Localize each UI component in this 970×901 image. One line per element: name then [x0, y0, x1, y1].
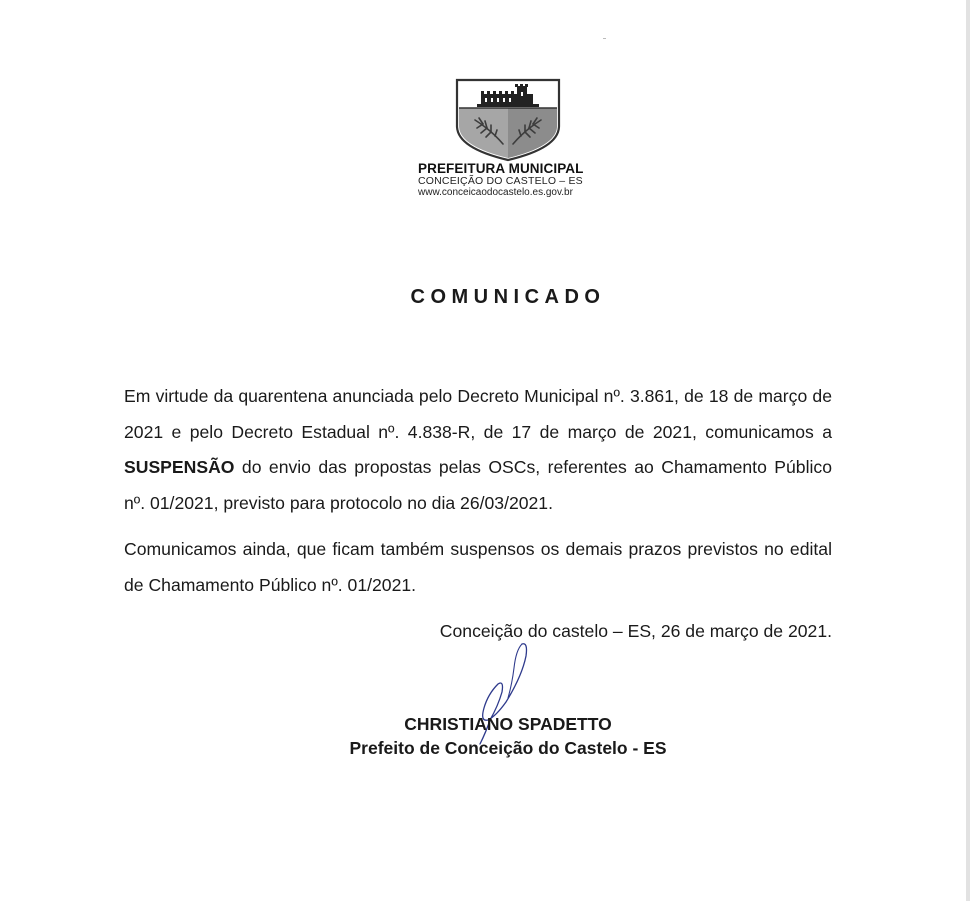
paragraph-1-text: Em virtude da quarentena anunciada pelo Decreto Municipal nº. 3.861, de 18 de março de 2021 e pelo Decreto Estadual nº. 4.838-R, de 17 de março de 2021, comunicamos a — [124, 386, 832, 442]
org-url: www.conceicaodocastelo.es.gov.br — [418, 187, 573, 198]
letterhead — [418, 78, 598, 198]
date-line: Conceição do castelo – ES, 26 de março de 2021. — [439, 621, 832, 641]
org-city: CONCEIÇÃO DO CASTELO – ES — [418, 175, 583, 187]
paragraph-1-emphasis: SUSPENSÃO — [124, 457, 235, 477]
page-edge — [966, 0, 970, 901]
paragraph-2: Comunicamos ainda, que ficam também suspensos os demais prazos previstos no edital de Chamamento Público nº. 01/2021. — [124, 539, 832, 595]
document-title: COMUNICADO — [410, 286, 606, 308]
signer-name: CHRISTIANO SPADETTO — [404, 714, 612, 734]
org-name: PREFEITURA MUNICIPAL — [418, 161, 584, 176]
paragraph-1-text-end: do envio das propostas pelas OSCs, referentes ao Chamamento Público nº. 01/2021, previsto para protocolo no dia 26/03/2021. — [124, 457, 832, 513]
paragraph-1 — [124, 379, 832, 521]
crest-icon — [453, 78, 563, 162]
scan-speck — [603, 38, 606, 39]
signer-role: Prefeito de Conceição do Castelo - ES — [349, 738, 667, 758]
